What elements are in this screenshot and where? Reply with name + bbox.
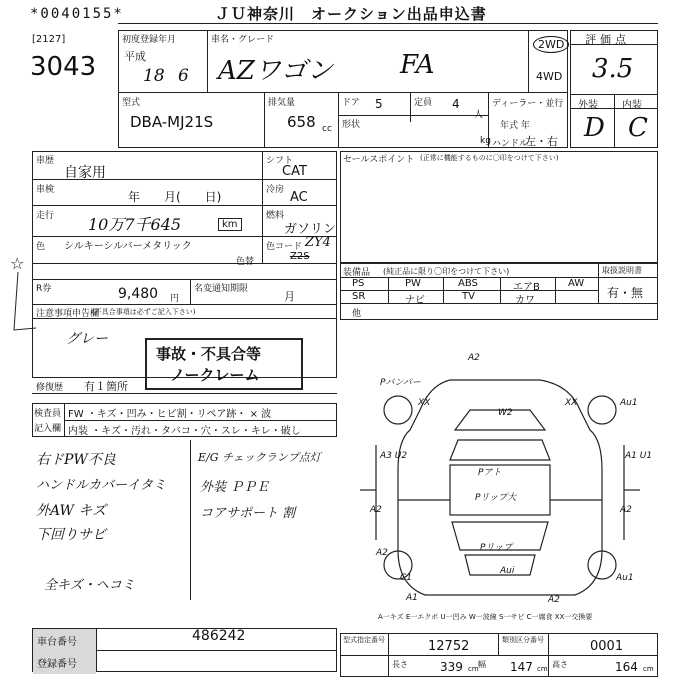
svg-text:Au1: Au1 bbox=[620, 398, 638, 408]
svg-text:Pリップ: Pリップ bbox=[480, 543, 513, 553]
mileage: 10万7千645 bbox=[88, 215, 182, 234]
divider bbox=[64, 420, 337, 421]
model-code: DBA-MJ21S bbox=[130, 113, 214, 131]
certify-number: 12752 bbox=[428, 639, 470, 654]
ext-grade: D bbox=[584, 113, 605, 143]
divider bbox=[96, 628, 97, 672]
shift: CAT bbox=[282, 164, 307, 179]
door-label: ドア bbox=[342, 98, 360, 108]
stamp-line1: 事故・不具合等 bbox=[156, 345, 262, 363]
equipment-label: 装備品 bbox=[343, 268, 371, 278]
divider bbox=[32, 279, 337, 280]
engine-cc: 658 bbox=[287, 113, 316, 131]
diagram-legend: A一キズ E一エクボ U一凹み W一波線 S一サビ C一腐食 XX一交換要 bbox=[378, 613, 593, 621]
svg-text:C1: C1 bbox=[400, 573, 413, 583]
sales-point-label: セールスポイント bbox=[343, 155, 415, 165]
mileage-unit: km bbox=[218, 218, 242, 231]
svg-text:XX: XX bbox=[418, 398, 431, 408]
header-rule bbox=[118, 23, 658, 24]
int-label: 内装 bbox=[622, 100, 642, 111]
svg-text:Au1: Au1 bbox=[616, 573, 634, 583]
colorcode-old: Z2S bbox=[290, 251, 310, 262]
car-name: AZワゴン bbox=[218, 56, 333, 86]
reg-year: 18 bbox=[143, 66, 165, 86]
svg-text:A2: A2 bbox=[468, 353, 480, 363]
divider bbox=[443, 277, 444, 303]
inspection-label: 車検 bbox=[36, 185, 55, 195]
svg-text:Pリップ大: Pリップ大 bbox=[475, 493, 517, 503]
divider bbox=[528, 30, 529, 92]
equip-other-label: 他 bbox=[352, 309, 362, 319]
shape-label: 形状 bbox=[342, 120, 361, 130]
drive-2wd: 2WD bbox=[533, 36, 569, 53]
sheet-number: *0040155* bbox=[30, 6, 124, 22]
svg-text:W2: W2 bbox=[498, 408, 513, 418]
divider bbox=[500, 277, 501, 303]
equip-airbag: エアB bbox=[513, 282, 540, 293]
era-label: 平成 bbox=[124, 50, 146, 63]
divider bbox=[262, 151, 263, 263]
svg-text:Pバンパー: Pバンパー bbox=[380, 378, 421, 388]
svg-text:Aui: Aui bbox=[500, 566, 515, 576]
height: 164 bbox=[615, 660, 638, 674]
inspector-label: 検査員 bbox=[34, 409, 62, 419]
divider bbox=[32, 263, 337, 264]
remark-4: 下回りサビ bbox=[36, 527, 106, 543]
form-title: ＪＵ神奈川 オークション出品申込書 bbox=[215, 5, 487, 23]
divider bbox=[548, 633, 549, 677]
name-label: 車名・グレード bbox=[211, 35, 275, 45]
class-number: 0001 bbox=[590, 639, 624, 654]
score: 3.5 bbox=[592, 54, 634, 84]
fuel: ガソリン bbox=[284, 222, 337, 237]
int-grade: C bbox=[628, 113, 648, 143]
equip-tv: TV bbox=[462, 291, 475, 302]
reg-year-label: 初度登録年月 bbox=[122, 35, 177, 45]
svg-text:A2: A2 bbox=[376, 548, 388, 558]
remark-3: 外AW キズ bbox=[36, 503, 107, 519]
pointer-line-icon bbox=[0, 270, 40, 350]
usage-label: 車歴 bbox=[36, 156, 55, 166]
model-label: 型式 bbox=[122, 98, 141, 108]
notes-sub: (不具合事項は必ずご記入下さい) bbox=[92, 308, 196, 316]
handle-options: 左・右 bbox=[525, 135, 558, 148]
lot-number: 3043 bbox=[30, 52, 97, 82]
equip-navi: ナビ bbox=[405, 295, 425, 306]
year-model-label: 年式 年 bbox=[500, 121, 530, 131]
sales-point-sub: (正常に機能するものに〇印をつけて下さい) bbox=[420, 154, 559, 162]
width: 147 bbox=[510, 660, 533, 674]
divider bbox=[207, 30, 208, 92]
notes-label: 注意事項申告欄 bbox=[36, 309, 100, 319]
svg-text:XX: XX bbox=[565, 398, 578, 408]
star-mark-icon: ☆ bbox=[10, 254, 25, 273]
tax-label: 名変通知期限 bbox=[194, 284, 249, 294]
note-handwritten: グレー bbox=[66, 331, 108, 347]
repair: 有１箇所 bbox=[84, 380, 128, 393]
svg-text:A2: A2 bbox=[620, 505, 632, 515]
divider bbox=[340, 303, 658, 304]
divider bbox=[264, 92, 265, 148]
body-color: シルキーシルバーメタリック bbox=[64, 241, 192, 252]
divider bbox=[410, 92, 411, 122]
color-label: 色 bbox=[36, 242, 46, 252]
divider bbox=[338, 115, 488, 116]
inspector-int-items: 内装 ・キズ・汚れ・タバコ・穴・スレ・キレ・破し bbox=[68, 426, 301, 437]
svg-text:A1: A1 bbox=[406, 593, 418, 603]
inspector-ext-items: FW ・キズ・凹み・ヒビ割・リペア跡・ × 波 bbox=[68, 409, 272, 420]
colorcode: ZY4 bbox=[305, 235, 331, 250]
equip-pw: PW bbox=[405, 278, 421, 289]
height-label: 高さ bbox=[552, 660, 568, 669]
frame-number: 486242 bbox=[192, 628, 246, 644]
divider bbox=[388, 633, 389, 677]
car-grade: FA bbox=[400, 50, 435, 80]
width-unit: cm bbox=[537, 665, 548, 673]
divider bbox=[555, 277, 556, 303]
inspector-label2: 記入欄 bbox=[34, 424, 62, 434]
divider bbox=[614, 94, 615, 148]
equipment-sub: (純正品に限り〇印をつけて下さい) bbox=[383, 267, 510, 276]
dealer-label: ディーラー・並行 bbox=[492, 99, 564, 109]
sales-point-box bbox=[340, 151, 658, 263]
paint-label: 色替 bbox=[236, 257, 255, 267]
equip-leather: カワ bbox=[515, 295, 535, 306]
fuel-label: 燃料 bbox=[266, 211, 285, 221]
ac-label: 冷房 bbox=[266, 185, 285, 195]
divider bbox=[64, 403, 65, 437]
divider bbox=[598, 263, 599, 303]
shift-label: シフト bbox=[266, 156, 294, 166]
width-label: 幅 bbox=[478, 660, 486, 669]
load-unit: kg bbox=[480, 136, 491, 146]
equip-abs: ABS bbox=[458, 278, 478, 289]
svg-text:Pアト: Pアト bbox=[478, 468, 502, 478]
remark-1: 右ドPW不良 bbox=[36, 452, 116, 468]
recycle-label: R券 bbox=[36, 284, 52, 294]
car-damage-diagram bbox=[340, 340, 658, 625]
score-label: 評価点 bbox=[585, 33, 630, 46]
divider bbox=[190, 440, 191, 600]
recycle: 9,480 bbox=[118, 286, 159, 302]
usage: 自家用 bbox=[64, 165, 106, 181]
length: 339 bbox=[440, 660, 463, 674]
colorcode-label: 色コード bbox=[266, 242, 303, 252]
remark-5: 全キズ・ヘコミ bbox=[44, 578, 135, 593]
drive-4wd: 4WD bbox=[536, 70, 563, 83]
frame-label: 車台番号 bbox=[33, 629, 96, 652]
remark-6: E/G チェックランプ点灯 bbox=[198, 451, 321, 464]
mileage-label: 走行 bbox=[36, 211, 55, 221]
length-unit: cm bbox=[468, 665, 479, 673]
capacity-unit: 人 bbox=[474, 110, 484, 120]
svg-text:A2: A2 bbox=[370, 505, 382, 515]
class-label: 類別区分番号 bbox=[502, 636, 544, 644]
divider bbox=[32, 205, 337, 206]
ext-label: 外装 bbox=[578, 100, 598, 111]
doors: 5 bbox=[375, 97, 383, 111]
remark-8: コアサポート 割 bbox=[200, 506, 296, 521]
inspection: 年 月( 日) bbox=[128, 190, 222, 204]
stamp-line2: ノークレーム bbox=[170, 366, 260, 384]
tax-value: 月 bbox=[284, 290, 295, 303]
recycle-unit: 円 bbox=[170, 294, 180, 304]
manual-value: 有・無 bbox=[607, 286, 644, 300]
equip-aw: AW bbox=[568, 278, 585, 289]
divider bbox=[32, 304, 337, 305]
divider bbox=[388, 277, 389, 303]
divider bbox=[190, 279, 191, 304]
reg-month: 6 bbox=[178, 66, 189, 86]
svg-text:A1 U1: A1 U1 bbox=[625, 451, 653, 461]
reg-label: 登録番号 bbox=[33, 651, 96, 674]
cc-unit: cc bbox=[322, 124, 332, 134]
remark-7: 外装 ＰＰＥ bbox=[200, 480, 270, 495]
tag-number: [2127] bbox=[32, 34, 66, 45]
equip-ps: PS bbox=[352, 278, 365, 289]
height-unit: cm bbox=[643, 665, 654, 673]
ac: AC bbox=[290, 190, 308, 205]
repair-label: 修復歴 bbox=[36, 383, 64, 393]
manual-label: 取扱説明書 bbox=[602, 266, 642, 275]
divider bbox=[32, 393, 337, 394]
divider bbox=[338, 92, 339, 148]
equip-sr: SR bbox=[352, 291, 366, 302]
handle-label: ハンドル bbox=[492, 139, 529, 149]
svg-text:A2: A2 bbox=[548, 595, 560, 605]
capacity: 4 bbox=[452, 97, 460, 111]
remark-2: ハンドルカバーイタミ bbox=[36, 478, 167, 493]
length-label: 長さ bbox=[392, 660, 408, 669]
capacity-label: 定員 bbox=[414, 98, 433, 108]
svg-text:A3 U2: A3 U2 bbox=[380, 451, 408, 461]
divider bbox=[118, 92, 568, 93]
certify-label: 型式指定番号 bbox=[343, 636, 385, 644]
divider bbox=[498, 633, 499, 655]
cc-label: 排気量 bbox=[268, 98, 296, 108]
